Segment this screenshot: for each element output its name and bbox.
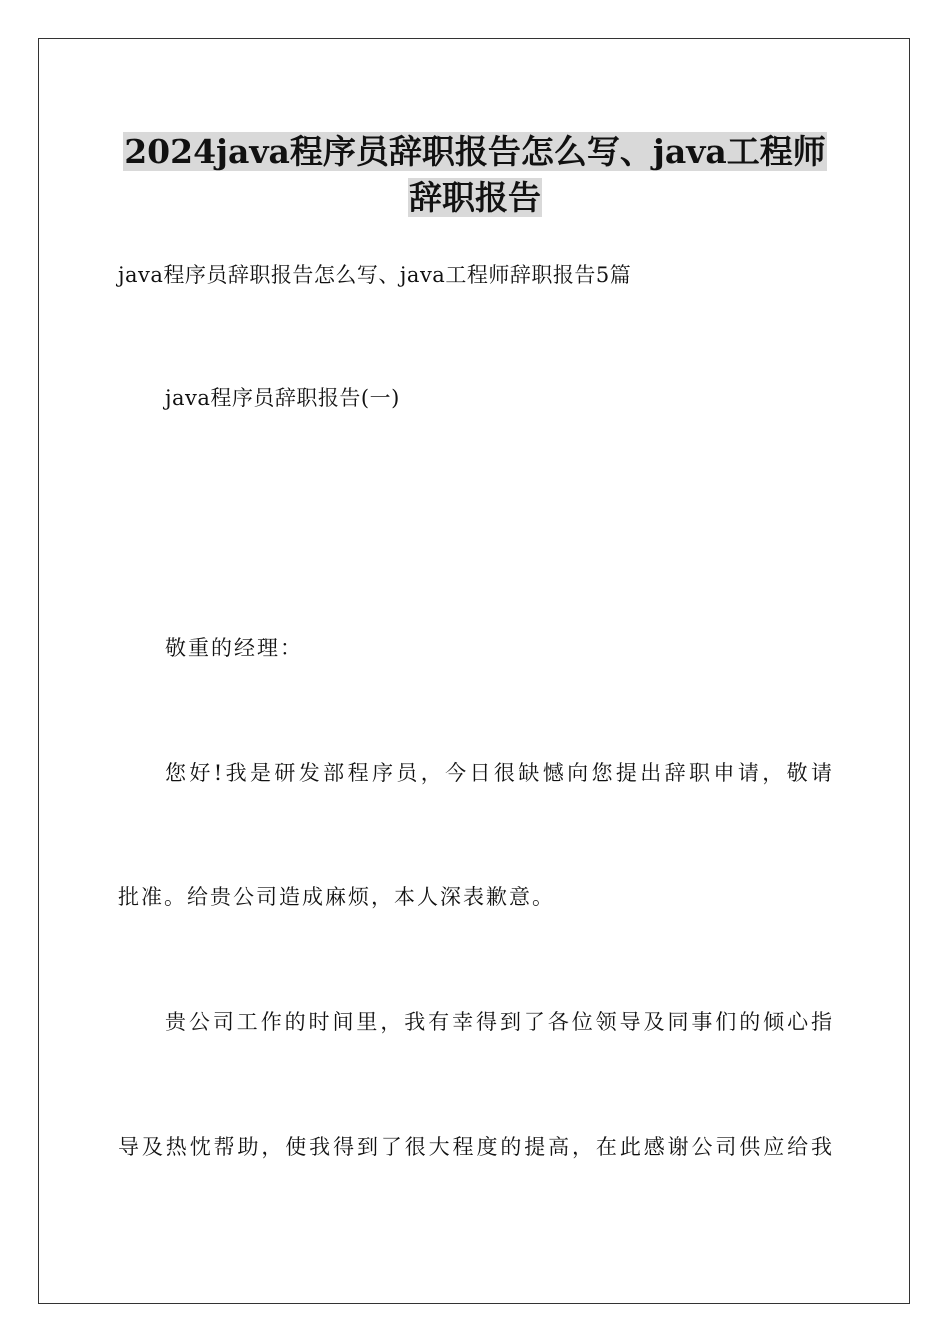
- paragraph-2-line-1: 贵公司工作的时间里，我有幸得到了各位领导及同事们的倾心指: [165, 1010, 833, 1034]
- document-title-line-2: [0, 178, 950, 218]
- title-text-2: 辞职报告: [409, 178, 541, 217]
- paragraph-1-line-2: 批准。给贵公司造成麻烦，本人深表歉意。: [118, 885, 555, 909]
- document-subtitle: java程序员辞职报告怎么写、java工程师辞职报告5篇: [118, 263, 632, 287]
- section-heading: java程序员辞职报告(一): [165, 386, 400, 410]
- paragraph-1-line-1: 您好!我是研发部程序员，今日很缺憾向您提出辞职申请，敬请: [165, 761, 833, 785]
- salutation: 敬重的经理：: [165, 636, 303, 660]
- title-text-1: 2024java程序员辞职报告怎么写、java工程师: [124, 132, 826, 171]
- document-title-line-1: [0, 132, 950, 172]
- paragraph-2-line-2: 导及热忱帮助，使我得到了很大程度的提高，在此感谢公司供应给我: [118, 1135, 833, 1159]
- page-border: [38, 38, 910, 1304]
